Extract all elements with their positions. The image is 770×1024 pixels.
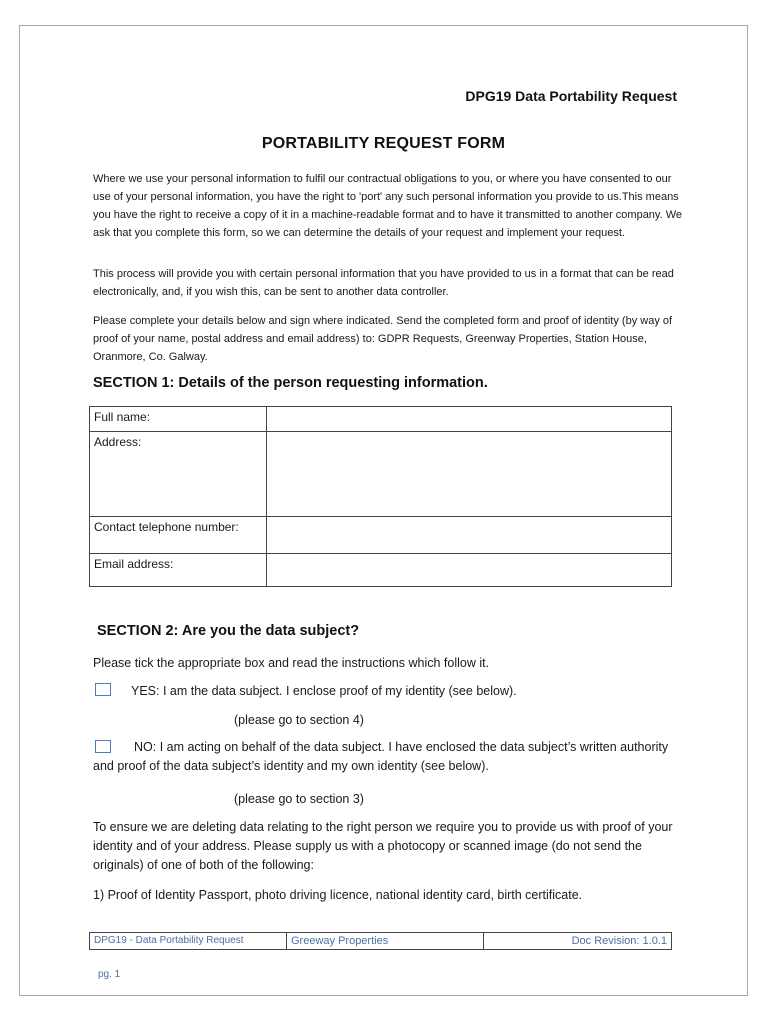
requester-details-table bbox=[89, 406, 672, 587]
email-address-label: Email address: bbox=[90, 554, 267, 587]
contact-telephone-field[interactable] bbox=[267, 517, 672, 554]
full-name-label: Full name: bbox=[90, 407, 267, 432]
form-title: PORTABILITY REQUEST FORM bbox=[261, 135, 506, 152]
table-row bbox=[90, 407, 672, 432]
intro-paragraph-1: Where we use your personal information to fulfil our contractual obligations to you, or where you have consented to our use of your personal information, you have the right to 'port' any such personal information you provide to us.This means you have the right to receive a copy of it in a machine-readable format and to have it transmitted to another company. We ask that you complete this form, so we can determine the details of your request and implement your request. bbox=[93, 173, 683, 239]
page-footer-table bbox=[89, 932, 672, 950]
yes-checkbox[interactable] bbox=[95, 683, 111, 696]
goto-section-4-note: (please go to section 4) bbox=[234, 713, 364, 727]
intro-paragraph-2: This process will provide you with certain personal information that you have provided to us in a format that can be read electronically, and, if you wish this, can be sent to another data controller. bbox=[93, 268, 674, 298]
page-number: pg. 1 bbox=[98, 969, 121, 980]
section-2-heading: SECTION 2: Are you the data subject? bbox=[97, 623, 360, 639]
intro-paragraph-3: Please complete your details below and sign where indicated. Send the completed form and proof of identity (by way of proof of your name, postal address and email address) to: GDPR Requests, Greenway Properties, Station House, Oranmore, Co. Galway. bbox=[93, 315, 673, 363]
table-row bbox=[90, 517, 672, 554]
footer-row bbox=[90, 933, 672, 950]
section-1-heading: SECTION 1: Details of the person requesting information. bbox=[93, 375, 488, 391]
goto-section-3-note: (please go to section 3) bbox=[234, 792, 364, 806]
proof-of-identity-item: 1) Proof of Identity Passport, photo driving licence, national identity card, birth certificate. bbox=[93, 888, 583, 902]
tick-instructions: Please tick the appropriate box and read the instructions which follow it. bbox=[93, 656, 490, 670]
address-label: Address: bbox=[90, 432, 267, 517]
footer-company: Greeway Properties bbox=[287, 933, 484, 950]
yes-option-label: YES: I am the data subject. I enclose proof of my identity (see below). bbox=[131, 684, 517, 698]
document-page bbox=[19, 25, 748, 996]
footer-revision: Doc Revision: 1.0.1 bbox=[484, 933, 672, 950]
document-header-title: DPG19 Data Portability Request bbox=[465, 88, 677, 104]
table-row bbox=[90, 432, 672, 517]
table-row bbox=[90, 554, 672, 587]
footer-doc-ref: DPG19 - Data Portability Request bbox=[90, 933, 287, 950]
no-option-label: NO: I am acting on behalf of the data subject. I have enclosed the data subject’s written authority and proof of the data subject’s identity and my own identity (see below). bbox=[93, 740, 669, 773]
full-name-field[interactable] bbox=[267, 407, 672, 432]
email-address-field[interactable] bbox=[267, 554, 672, 587]
contact-telephone-label: Contact telephone number: bbox=[90, 517, 267, 554]
address-field[interactable] bbox=[267, 432, 672, 517]
proof-requirements-text: To ensure we are deleting data relating to the right person we require you to provide us with proof of your identity and of your address. Please supply us with a photocopy or scanned image (do not send the originals) of one of both of the following: bbox=[93, 820, 673, 872]
